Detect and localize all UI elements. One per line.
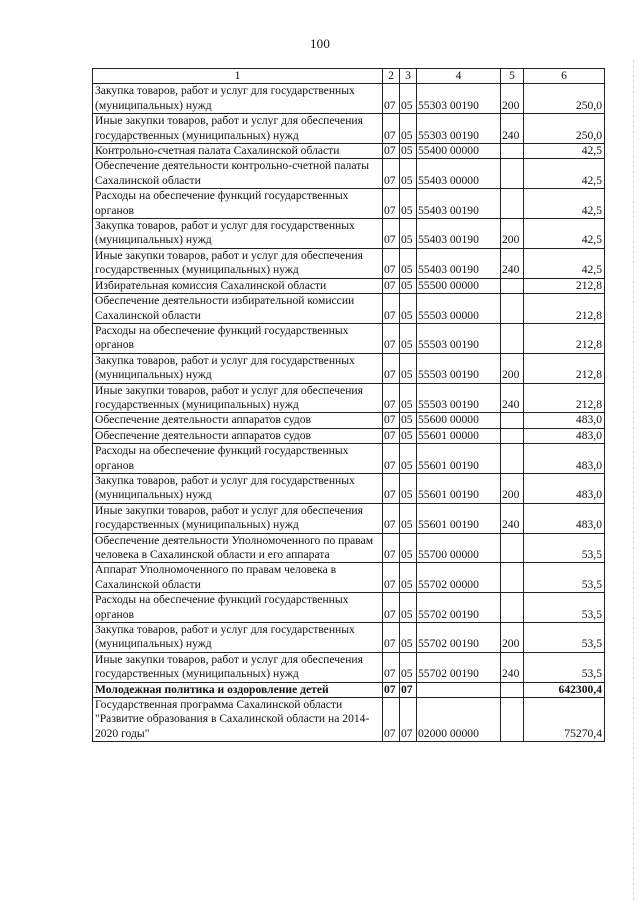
row-name-cell: Расходы на обеспечение функций государственных органов — [93, 323, 383, 353]
row-name-cell: Иные закупки товаров, работ и услуг для обеспечения государственных (муниципальных) нужд — [93, 652, 383, 682]
table-row — [93, 698, 605, 742]
row-expense-type-cell: 240 — [501, 248, 524, 278]
table-row — [93, 189, 605, 219]
scan-edge-line — [632, 60, 634, 900]
row-amount-cell: 42,5 — [524, 219, 605, 249]
table-row — [93, 219, 605, 249]
row-target-article-cell: 55601 00190 — [417, 473, 501, 503]
row-name-cell: Закупка товаров, работ и услуг для государственных (муниципальных) нужд — [93, 623, 383, 653]
row-section-cell: 07 — [383, 294, 400, 324]
row-target-article-cell: 55503 00000 — [417, 294, 501, 324]
row-amount-cell: 212,8 — [524, 323, 605, 353]
row-subsection-cell: 05 — [400, 623, 417, 653]
row-amount-cell: 42,5 — [524, 159, 605, 189]
row-section-cell: 07 — [383, 444, 400, 474]
row-expense-type-cell — [501, 444, 524, 474]
table-row — [93, 503, 605, 533]
row-subsection-cell: 05 — [400, 219, 417, 249]
row-amount-cell: 53,5 — [524, 623, 605, 653]
header-col-6: 6 — [524, 69, 605, 84]
row-subsection-cell: 05 — [400, 294, 417, 324]
table-row — [93, 428, 605, 443]
row-target-article-cell: 55702 00190 — [417, 593, 501, 623]
row-expense-type-cell — [501, 682, 524, 697]
row-name-cell: Иные закупки товаров, работ и услуг для обеспечения государственных (муниципальных) нужд — [93, 248, 383, 278]
row-name-cell: Обеспечение деятельности Уполномоченного по правам человека в Сахалинской области и его аппарата — [93, 533, 383, 563]
row-name-cell: Закупка товаров, работ и услуг для государственных (муниципальных) нужд — [93, 219, 383, 249]
row-subsection-cell: 05 — [400, 473, 417, 503]
table-header-row — [93, 69, 605, 84]
row-amount-cell: 212,8 — [524, 383, 605, 413]
row-target-article-cell: 55702 00000 — [417, 563, 501, 593]
budget-table — [92, 68, 605, 742]
row-target-article-cell: 55700 00000 — [417, 533, 501, 563]
row-target-article-cell: 55601 00190 — [417, 503, 501, 533]
row-name-cell: Расходы на обеспечение функций государственных органов — [93, 189, 383, 219]
row-section-cell: 07 — [383, 383, 400, 413]
row-section-cell: 07 — [383, 652, 400, 682]
row-name-cell: Молодежная политика и оздоровление детей — [93, 682, 383, 697]
row-target-article-cell: 55600 00000 — [417, 413, 501, 428]
table-row — [93, 563, 605, 593]
row-amount-cell: 212,8 — [524, 278, 605, 293]
row-section-cell: 07 — [383, 428, 400, 443]
row-amount-cell: 75270,4 — [524, 698, 605, 742]
row-target-article-cell: 55303 00190 — [417, 84, 501, 114]
row-target-article-cell: 55503 00190 — [417, 383, 501, 413]
row-name-cell: Обеспечение деятельности контрольно-счетной палаты Сахалинской области — [93, 159, 383, 189]
row-expense-type-cell — [501, 294, 524, 324]
row-subsection-cell: 05 — [400, 278, 417, 293]
row-amount-cell: 250,0 — [524, 114, 605, 144]
row-subsection-cell: 05 — [400, 189, 417, 219]
table-row — [93, 323, 605, 353]
table-body — [93, 84, 605, 742]
row-target-article-cell: 55403 00190 — [417, 248, 501, 278]
row-expense-type-cell: 240 — [501, 503, 524, 533]
row-amount-cell: 483,0 — [524, 413, 605, 428]
row-section-cell: 07 — [383, 593, 400, 623]
row-target-article-cell — [417, 682, 501, 697]
row-name-cell: Расходы на обеспечение функций государственных органов — [93, 444, 383, 474]
row-target-article-cell: 55601 00190 — [417, 444, 501, 474]
row-section-cell: 07 — [383, 563, 400, 593]
table-row — [93, 652, 605, 682]
row-subsection-cell: 05 — [400, 114, 417, 144]
row-section-cell: 07 — [383, 682, 400, 697]
row-expense-type-cell — [501, 428, 524, 443]
row-subsection-cell: 07 — [400, 698, 417, 742]
table-row — [93, 682, 605, 697]
row-expense-type-cell — [501, 413, 524, 428]
table-row — [93, 294, 605, 324]
page-number: 100 — [309, 36, 331, 51]
row-expense-type-cell — [501, 189, 524, 219]
row-name-cell: Аппарат Уполномоченного по правам человека в Сахалинской области — [93, 563, 383, 593]
row-subsection-cell: 05 — [400, 444, 417, 474]
row-amount-cell: 483,0 — [524, 428, 605, 443]
row-amount-cell: 42,5 — [524, 248, 605, 278]
row-name-cell: Обеспечение деятельности избирательной комиссии Сахалинской области — [93, 294, 383, 324]
row-expense-type-cell — [501, 159, 524, 189]
row-expense-type-cell — [501, 593, 524, 623]
row-target-article-cell: 55503 00190 — [417, 353, 501, 383]
table-row — [93, 533, 605, 563]
row-target-article-cell: 55503 00190 — [417, 323, 501, 353]
row-target-article-cell: 55500 00000 — [417, 278, 501, 293]
row-section-cell: 07 — [383, 473, 400, 503]
header-col-3: 3 — [400, 69, 417, 84]
header-col-5: 5 — [501, 69, 524, 84]
row-expense-type-cell — [501, 323, 524, 353]
row-expense-type-cell: 240 — [501, 383, 524, 413]
row-section-cell: 07 — [383, 219, 400, 249]
row-section-cell: 07 — [383, 698, 400, 742]
row-name-cell: Расходы на обеспечение функций государственных органов — [93, 593, 383, 623]
row-expense-type-cell: 240 — [501, 652, 524, 682]
row-section-cell: 07 — [383, 189, 400, 219]
row-expense-type-cell: 240 — [501, 114, 524, 144]
row-expense-type-cell — [501, 698, 524, 742]
row-section-cell: 07 — [383, 353, 400, 383]
row-subsection-cell: 05 — [400, 159, 417, 189]
row-name-cell: Иные закупки товаров, работ и услуг для обеспечения государственных (муниципальных) нужд — [93, 114, 383, 144]
table-row — [93, 383, 605, 413]
row-name-cell: Обеспечение деятельности аппаратов судов — [93, 428, 383, 443]
row-target-article-cell: 55702 00190 — [417, 623, 501, 653]
row-section-cell: 07 — [383, 503, 400, 533]
row-name-cell: Закупка товаров, работ и услуг для государственных (муниципальных) нужд — [93, 353, 383, 383]
row-expense-type-cell: 200 — [501, 623, 524, 653]
row-name-cell: Иные закупки товаров, работ и услуг для обеспечения государственных (муниципальных) нужд — [93, 383, 383, 413]
row-subsection-cell: 05 — [400, 353, 417, 383]
row-name-cell: Государственная программа Сахалинской области "Развитие образования в Сахалинской области на 2014-2020 годы" — [93, 698, 383, 742]
row-expense-type-cell — [501, 144, 524, 159]
row-section-cell: 07 — [383, 84, 400, 114]
row-subsection-cell: 05 — [400, 652, 417, 682]
row-subsection-cell: 05 — [400, 533, 417, 563]
row-subsection-cell: 05 — [400, 144, 417, 159]
row-amount-cell: 642300,4 — [524, 682, 605, 697]
row-target-article-cell: 55303 00190 — [417, 114, 501, 144]
row-amount-cell: 53,5 — [524, 652, 605, 682]
row-amount-cell: 42,5 — [524, 189, 605, 219]
row-amount-cell: 42,5 — [524, 144, 605, 159]
row-target-article-cell: 55400 00000 — [417, 144, 501, 159]
row-section-cell: 07 — [383, 413, 400, 428]
row-name-cell: Обеспечение деятельности аппаратов судов — [93, 413, 383, 428]
row-subsection-cell: 05 — [400, 413, 417, 428]
row-expense-type-cell — [501, 533, 524, 563]
row-amount-cell: 53,5 — [524, 533, 605, 563]
row-amount-cell: 212,8 — [524, 353, 605, 383]
row-name-cell: Избирательная комиссия Сахалинской области — [93, 278, 383, 293]
row-target-article-cell: 55601 00000 — [417, 428, 501, 443]
row-expense-type-cell: 200 — [501, 84, 524, 114]
row-section-cell: 07 — [383, 278, 400, 293]
row-subsection-cell: 05 — [400, 383, 417, 413]
row-target-article-cell: 55403 00000 — [417, 159, 501, 189]
row-target-article-cell: 55403 00190 — [417, 219, 501, 249]
row-section-cell: 07 — [383, 144, 400, 159]
table-row — [93, 593, 605, 623]
row-expense-type-cell: 200 — [501, 473, 524, 503]
row-amount-cell: 483,0 — [524, 444, 605, 474]
row-subsection-cell: 05 — [400, 84, 417, 114]
row-section-cell: 07 — [383, 623, 400, 653]
row-expense-type-cell — [501, 278, 524, 293]
table-row — [93, 144, 605, 159]
table-row — [93, 114, 605, 144]
table-row — [93, 278, 605, 293]
row-expense-type-cell: 200 — [501, 353, 524, 383]
row-section-cell: 07 — [383, 533, 400, 563]
table-row — [93, 623, 605, 653]
table-row — [93, 473, 605, 503]
row-subsection-cell: 05 — [400, 593, 417, 623]
table-row — [93, 444, 605, 474]
row-target-article-cell: 02000 00000 — [417, 698, 501, 742]
row-amount-cell: 212,8 — [524, 294, 605, 324]
header-col-1: 1 — [93, 69, 383, 84]
row-name-cell: Иные закупки товаров, работ и услуг для обеспечения государственных (муниципальных) нужд — [93, 503, 383, 533]
row-name-cell: Закупка товаров, работ и услуг для государственных (муниципальных) нужд — [93, 84, 383, 114]
header-col-4: 4 — [417, 69, 501, 84]
row-name-cell: Контрольно-счетная палата Сахалинской области — [93, 144, 383, 159]
table-row — [93, 248, 605, 278]
table-row — [93, 413, 605, 428]
row-amount-cell: 53,5 — [524, 593, 605, 623]
row-section-cell: 07 — [383, 159, 400, 189]
row-target-article-cell: 55403 00190 — [417, 189, 501, 219]
header-col-2: 2 — [383, 69, 400, 84]
table-row — [93, 353, 605, 383]
row-subsection-cell: 05 — [400, 563, 417, 593]
row-expense-type-cell — [501, 563, 524, 593]
row-name-cell: Закупка товаров, работ и услуг для государственных (муниципальных) нужд — [93, 473, 383, 503]
row-subsection-cell: 05 — [400, 323, 417, 353]
row-subsection-cell: 07 — [400, 682, 417, 697]
row-subsection-cell: 05 — [400, 503, 417, 533]
row-amount-cell: 250,0 — [524, 84, 605, 114]
row-amount-cell: 483,0 — [524, 503, 605, 533]
row-amount-cell: 53,5 — [524, 563, 605, 593]
row-section-cell: 07 — [383, 323, 400, 353]
row-section-cell: 07 — [383, 248, 400, 278]
row-amount-cell: 483,0 — [524, 473, 605, 503]
row-subsection-cell: 05 — [400, 248, 417, 278]
row-target-article-cell: 55702 00190 — [417, 652, 501, 682]
row-subsection-cell: 05 — [400, 428, 417, 443]
table-row — [93, 84, 605, 114]
row-section-cell: 07 — [383, 114, 400, 144]
row-expense-type-cell: 200 — [501, 219, 524, 249]
table-row — [93, 159, 605, 189]
